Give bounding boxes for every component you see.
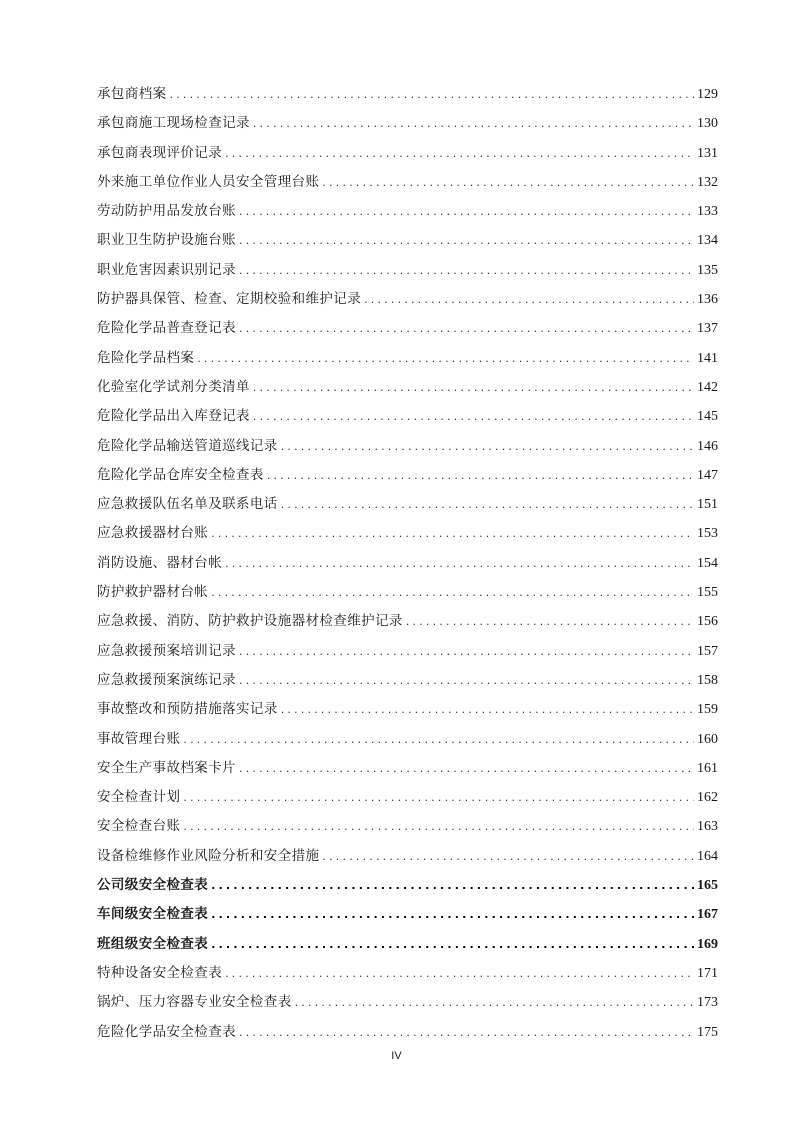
dot-leader — [322, 168, 694, 197]
toc-entry[interactable] — [97, 139, 718, 168]
toc-entry[interactable] — [97, 80, 718, 109]
dot-leader — [211, 578, 694, 607]
toc-entry-title: 承包商施工现场检查记录 — [97, 115, 250, 132]
toc-entry[interactable] — [97, 871, 718, 900]
toc-entry-title: 车间级安全检查表 — [97, 906, 209, 923]
toc-entry[interactable] — [97, 900, 718, 929]
dot-leader — [239, 226, 694, 255]
toc-entry-page-number: 161 — [697, 760, 718, 776]
toc-entry-title: 应急救援预案培训记录 — [97, 642, 236, 659]
dot-leader — [281, 490, 694, 519]
toc-entry-page-number: 129 — [697, 87, 718, 102]
toc-entry[interactable] — [97, 1018, 718, 1047]
toc-entry-page-number: 158 — [697, 672, 718, 688]
toc-entry[interactable] — [97, 197, 718, 226]
toc-entry[interactable] — [97, 695, 718, 724]
toc-entry-title: 化验室化学试剂分类清单 — [97, 378, 250, 395]
toc-entry-title: 应急救援预案演练记录 — [97, 671, 236, 688]
toc-entry-page-number: 164 — [697, 848, 718, 864]
toc-entry-title: 安全生产事故档案卡片 — [97, 759, 236, 776]
dot-leader — [267, 461, 694, 490]
toc-entry-title: 劳动防护用品发放台账 — [97, 203, 236, 220]
toc-entry-page-number: 162 — [697, 790, 718, 806]
toc-entry[interactable] — [97, 285, 718, 314]
toc-entry-page-number: 137 — [697, 321, 718, 337]
toc-entry-page-number: 159 — [697, 702, 718, 718]
toc-entry-title: 消防设施、器材台帐 — [97, 554, 223, 571]
dot-leader — [225, 549, 694, 578]
toc-entry[interactable] — [97, 490, 718, 519]
toc-entry[interactable] — [97, 842, 718, 871]
table-of-contents — [97, 80, 718, 1047]
dot-leader — [281, 695, 694, 724]
toc-entry-title: 防护救护器材台帐 — [97, 584, 209, 601]
dot-leader — [197, 344, 694, 373]
toc-entry[interactable] — [97, 930, 718, 959]
dot-leader — [211, 900, 694, 929]
toc-entry[interactable] — [97, 226, 718, 255]
toc-entry-title: 锅炉、压力容器专业安全检查表 — [97, 994, 292, 1011]
toc-entry-title: 班组级安全检查表 — [97, 935, 209, 952]
toc-entry-page-number: 169 — [697, 936, 718, 952]
toc-entry-title: 安全检查计划 — [97, 789, 181, 806]
toc-entry-title: 防护器具保管、检查、定期校验和维护记录 — [97, 291, 362, 308]
dot-leader — [239, 637, 694, 666]
dot-leader — [183, 812, 694, 841]
toc-entry[interactable] — [97, 754, 718, 783]
dot-leader — [253, 402, 694, 431]
toc-entry-page-number: 153 — [697, 526, 718, 542]
dot-leader — [239, 256, 694, 285]
toc-entry-title: 安全检查台账 — [97, 818, 181, 835]
toc-entry[interactable] — [97, 314, 718, 343]
toc-entry-page-number: 155 — [697, 585, 718, 601]
toc-entry[interactable] — [97, 637, 718, 666]
toc-entry[interactable] — [97, 607, 718, 636]
toc-entry-page-number: 154 — [697, 555, 718, 571]
toc-entry-title: 特种设备安全检查表 — [97, 964, 223, 981]
dot-leader — [322, 842, 694, 871]
toc-entry-title: 事故管理台账 — [97, 730, 181, 747]
dot-leader — [239, 666, 694, 695]
dot-leader — [183, 783, 694, 812]
toc-entry-title: 危险化学品出入库登记表 — [97, 408, 250, 425]
toc-entry-title: 危险化学品输送管道巡线记录 — [97, 437, 278, 454]
dot-leader — [239, 314, 694, 343]
toc-entry-page-number: 136 — [697, 292, 718, 308]
dot-leader — [295, 988, 694, 1017]
toc-entry-page-number: 173 — [697, 995, 718, 1011]
dot-leader — [211, 519, 694, 548]
dot-leader — [281, 432, 694, 461]
toc-entry-title: 承包商档案 — [97, 86, 167, 102]
toc-entry-title: 设备检维修作业风险分析和安全措施 — [97, 847, 320, 864]
toc-entry[interactable] — [97, 783, 718, 812]
toc-entry-page-number: 146 — [697, 438, 718, 454]
toc-entry-page-number: 156 — [697, 614, 718, 630]
toc-entry-title: 危险化学品档案 — [97, 349, 195, 366]
toc-entry-title: 事故整改和预防措施落实记录 — [97, 701, 278, 718]
toc-entry-page-number: 147 — [697, 467, 718, 483]
toc-entry-page-number: 145 — [697, 409, 718, 425]
dot-leader — [364, 285, 694, 314]
toc-entry[interactable] — [97, 432, 718, 461]
toc-entry-page-number: 163 — [697, 819, 718, 835]
dot-leader — [253, 109, 694, 138]
toc-entry[interactable] — [97, 344, 718, 373]
toc-entry-page-number: 167 — [697, 907, 718, 923]
toc-entry[interactable] — [97, 666, 718, 695]
toc-entry-page-number: 157 — [697, 643, 718, 659]
toc-entry-page-number: 135 — [697, 262, 718, 278]
toc-entry[interactable] — [97, 959, 718, 988]
toc-entry-page-number: 165 — [697, 878, 718, 894]
dot-leader — [170, 80, 695, 109]
toc-entry[interactable] — [97, 402, 718, 431]
toc-entry-page-number: 132 — [697, 174, 718, 190]
toc-entry[interactable] — [97, 549, 718, 578]
toc-entry[interactable] — [97, 988, 718, 1017]
toc-entry-title: 职业危害因素识别记录 — [97, 261, 236, 278]
toc-entry-page-number: 171 — [697, 965, 718, 981]
toc-entry-page-number: 134 — [697, 233, 718, 249]
toc-entry-title: 危险化学品安全检查表 — [97, 1023, 236, 1040]
toc-entry-title: 应急救援器材台账 — [97, 525, 209, 542]
toc-entry-title: 公司级安全检查表 — [97, 877, 209, 894]
toc-entry-page-number: 151 — [697, 497, 718, 513]
toc-entry-title: 危险化学品仓库安全检查表 — [97, 466, 264, 483]
toc-entry-title: 承包商表现评价记录 — [97, 144, 223, 161]
toc-entry-title: 应急救援队伍名单及联系电话 — [97, 496, 278, 513]
toc-entry[interactable] — [97, 578, 718, 607]
toc-entry-page-number: 141 — [697, 350, 718, 366]
dot-leader — [406, 607, 694, 636]
toc-entry-title: 外来施工单位作业人员安全管理台账 — [97, 173, 320, 190]
dot-leader — [211, 930, 694, 959]
dot-leader — [239, 754, 694, 783]
toc-entry-page-number: 142 — [697, 379, 718, 395]
page-number: IV — [391, 1050, 402, 1062]
toc-entry[interactable] — [97, 461, 718, 490]
toc-entry[interactable] — [97, 725, 718, 754]
dot-leader — [225, 139, 694, 168]
dot-leader — [239, 197, 694, 226]
toc-entry-title: 职业卫生防护设施台账 — [97, 232, 236, 249]
toc-entry-title: 应急救援、消防、防护救护设施器材检查维护记录 — [97, 613, 403, 630]
toc-entry-title: 危险化学品普查登记表 — [97, 320, 236, 337]
toc-entry-page-number: 160 — [697, 731, 718, 747]
toc-entry[interactable] — [97, 256, 718, 285]
toc-entry[interactable] — [97, 168, 718, 197]
toc-entry-page-number: 130 — [697, 116, 718, 132]
toc-entry-page-number: 133 — [697, 204, 718, 220]
dot-leader — [253, 373, 694, 402]
toc-entry[interactable] — [97, 519, 718, 548]
dot-leader — [225, 959, 694, 988]
toc-entry[interactable] — [97, 109, 718, 138]
toc-entry-page-number: 131 — [697, 145, 718, 161]
dot-leader — [211, 871, 694, 900]
dot-leader — [183, 725, 694, 754]
toc-entry-page-number: 175 — [697, 1024, 718, 1040]
toc-entry[interactable] — [97, 812, 718, 841]
toc-entry[interactable] — [97, 373, 718, 402]
dot-leader — [239, 1018, 694, 1047]
